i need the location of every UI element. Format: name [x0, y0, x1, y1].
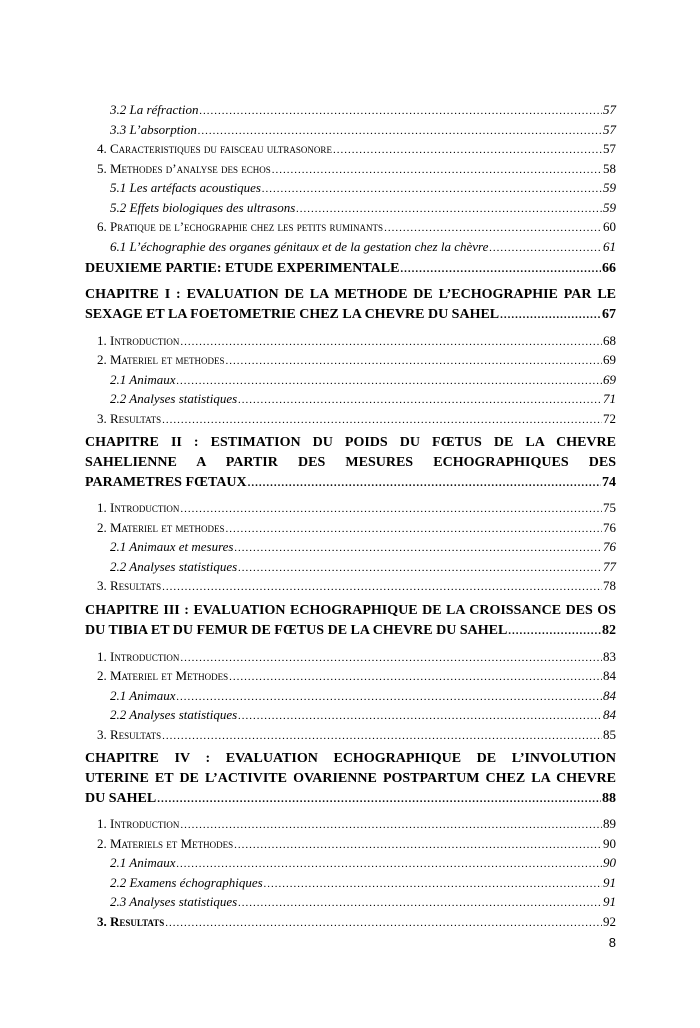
chapter-page: 88	[602, 790, 616, 806]
chapter-page: 74	[602, 474, 616, 490]
dot-leader	[238, 559, 602, 579]
dot-leader	[238, 707, 602, 727]
toc-entry-page: 83	[603, 648, 616, 664]
toc-entry	[85, 498, 616, 518]
toc-entry	[85, 873, 616, 893]
toc-entry-label: 6.1 L’échographie des organes génitaux et de la gestation chez la chèvre	[110, 238, 489, 254]
toc-entry-page: 69	[603, 352, 616, 368]
dot-leader	[272, 161, 602, 181]
chapter-title-line: UTERINE ET DE L’ACTIVITE OVARIENNE POSTPARTUM CHEZ LA CHEVRE	[85, 770, 616, 786]
toc-entry	[85, 120, 616, 140]
dot-leader	[238, 391, 602, 411]
toc-entry-label: 2. Materiels et Methodes	[97, 835, 234, 851]
toc-entry-page: 71	[603, 391, 616, 407]
toc-entry-label: 5.2 Effets biologiques des ultrasons	[110, 199, 296, 215]
table-of-contents	[85, 100, 616, 931]
toc-entry	[85, 686, 616, 706]
chapter-title-line: CHAPITRE I : EVALUATION DE LA METHODE DE L’ECHOGRAPHIE PAR LE	[85, 287, 616, 302]
toc-entry	[85, 912, 616, 932]
chapter-page: 82	[602, 622, 616, 638]
toc-entry	[85, 331, 616, 351]
toc-entry-page: 59	[603, 199, 616, 215]
dot-leader	[162, 578, 602, 598]
toc-entry-label: 5.1 Les artéfacts acoustiques	[110, 180, 261, 195]
toc-entry-page: 58	[603, 160, 616, 176]
toc-entry-label: 2.2 Analyses statistiques	[110, 391, 238, 407]
dot-leader	[262, 180, 602, 200]
toc-entry-label: 2.2 Examens échographiques	[110, 874, 263, 890]
toc-entry-page: 59	[603, 180, 616, 195]
toc-entry-page: 75	[603, 500, 616, 516]
toc-entry-page: 61	[603, 238, 616, 254]
toc-entry-page: 84	[603, 707, 616, 723]
toc-entry-label: 1. Introduction	[97, 816, 180, 832]
toc-entry-page: 84	[603, 668, 616, 684]
toc-entry	[85, 198, 616, 218]
dot-leader	[226, 520, 602, 540]
dot-leader	[180, 649, 602, 669]
part-title: DEUXIEME PARTIE: ETUDE EXPERIMENTALE	[85, 261, 400, 276]
chapter-title-line: CHAPITRE IV : EVALUATION ECHOGRAPHIQUE DE L’INVOLUTION	[85, 751, 616, 767]
toc-entry-page: 84	[603, 687, 616, 703]
toc-entry-page: 89	[603, 816, 616, 832]
dot-leader	[226, 352, 602, 372]
toc-entry	[85, 159, 616, 179]
toc-entry	[85, 537, 616, 557]
dot-leader	[199, 102, 602, 122]
chapter-page: 67	[602, 306, 616, 322]
toc-entry	[85, 139, 616, 159]
dot-leader	[165, 914, 602, 934]
dot-leader	[229, 668, 602, 688]
toc-entry-label: 2.3 Analyses statistiques	[110, 894, 238, 910]
toc-entry-page: 77	[603, 558, 616, 574]
toc-entry-label: 3. Resultats	[97, 578, 162, 594]
chapter-title-line: CHAPITRE III : EVALUATION ECHOGRAPHIQUE DE LA CROISSANCE DES OS	[85, 602, 616, 618]
dot-leader	[400, 259, 601, 279]
toc-entry-page: 60	[603, 219, 616, 234]
toc-entry-label: 2. Materiel et Methodes	[97, 668, 229, 684]
dot-leader	[333, 141, 602, 161]
part-page: 66	[602, 261, 616, 276]
toc-entry	[85, 666, 616, 686]
toc-entry	[85, 350, 616, 370]
toc-entry-page: 57	[603, 141, 616, 156]
toc-entry-page: 57	[603, 102, 616, 117]
toc-entry	[85, 217, 616, 237]
dot-leader	[234, 836, 602, 856]
chapter-heading	[85, 749, 616, 809]
dot-leader	[238, 894, 602, 914]
dot-leader	[157, 790, 601, 810]
toc-entry-page: 91	[603, 874, 616, 890]
toc-entry	[85, 518, 616, 538]
toc-entry-label: 2. Materiel et methodes	[97, 352, 225, 368]
dot-leader	[248, 474, 601, 494]
toc-entry-page: 68	[603, 332, 616, 348]
chapter-title-last: PARAMETRES FŒTAUX	[85, 474, 247, 490]
toc-entry	[85, 725, 616, 745]
toc-entry	[85, 389, 616, 409]
toc-entry-page: 91	[603, 894, 616, 910]
dot-leader	[180, 500, 602, 520]
toc-entry-page: 90	[603, 835, 616, 851]
toc-entry-page: 72	[603, 410, 616, 426]
toc-entry	[85, 409, 616, 429]
toc-entry-label: 3.3 L’absorption	[110, 121, 197, 137]
dot-leader	[162, 727, 602, 747]
toc-entry	[85, 834, 616, 854]
toc-entry	[85, 853, 616, 873]
toc-entry	[85, 892, 616, 912]
toc-entry-page: 76	[603, 539, 616, 555]
toc-entry	[85, 557, 616, 577]
toc-entry-label: 3. Resultats	[97, 913, 165, 929]
chapter-title-last: SEXAGE ET LA FOETOMETRIE CHEZ LA CHEVRE DU SAHEL	[85, 306, 500, 322]
dot-leader	[162, 411, 602, 431]
toc-entry	[85, 814, 616, 834]
toc-entry	[85, 647, 616, 667]
dot-leader	[234, 539, 602, 559]
toc-entry	[85, 705, 616, 725]
chapter-heading	[85, 285, 616, 326]
dot-leader	[180, 333, 602, 353]
toc-entry-label: 3. Resultats	[97, 410, 162, 426]
toc-entry-label: 2.2 Analyses statistiques	[110, 707, 238, 723]
toc-entry-label: 5. Methodes d’analyse des echos	[97, 160, 271, 176]
dot-leader	[500, 306, 601, 326]
toc-entry-page: 78	[603, 578, 616, 594]
toc-entry-label: 1. Introduction	[97, 500, 180, 516]
toc-entry-label: 3. Resultats	[97, 726, 162, 742]
chapter-title-line: CHAPITRE II : ESTIMATION DU POIDS DU FŒTUS DE LA CHEVRE	[85, 435, 616, 451]
dot-leader	[176, 688, 602, 708]
chapter-heading	[85, 601, 616, 642]
page-number: 8	[608, 935, 616, 950]
toc-entry-label: 2.1 Animaux	[110, 855, 176, 871]
toc-entry-label: 2.1 Animaux	[110, 687, 176, 703]
toc-entry	[85, 178, 616, 198]
toc-entry	[85, 237, 616, 257]
chapter-title-line: SAHELIENNE A PARTIR DES MESURES ECHOGRAPHIQUES DES	[85, 454, 616, 470]
toc-entry-label: 3.2 La réfraction	[110, 102, 199, 117]
chapter-title-last: DU SAHEL	[85, 790, 157, 806]
toc-part-heading	[85, 259, 616, 279]
dot-leader	[489, 239, 602, 259]
chapter-title-last: DU TIBIA ET DU FEMUR DE FŒTUS DE LA CHEVRE DU SAHEL	[85, 622, 508, 638]
dot-leader	[176, 372, 602, 392]
toc-entry-page: 69	[603, 371, 616, 387]
toc-entry-label: 2. Materiel et methodes	[97, 519, 225, 535]
toc-entry-page: 92	[603, 913, 616, 929]
toc-entry-label: 1. Introduction	[97, 332, 180, 348]
toc-entry-page: 57	[603, 121, 616, 137]
toc-entry	[85, 100, 616, 120]
toc-entry-label: 2.1 Animaux et mesures	[110, 539, 234, 555]
toc-entry-label: 2.2 Analyses statistiques	[110, 558, 238, 574]
toc-entry	[85, 576, 616, 596]
toc-entry-page: 76	[603, 519, 616, 535]
toc-entry-page: 90	[603, 855, 616, 871]
chapter-heading	[85, 433, 616, 493]
toc-entry-label: 4. Caracteristiques du faisceau ultrasonore	[97, 141, 332, 156]
toc-entry	[85, 370, 616, 390]
dot-leader	[508, 622, 601, 642]
dot-leader	[264, 875, 602, 895]
dot-leader	[180, 816, 602, 836]
toc-entry-label: 2.1 Animaux	[110, 371, 176, 387]
toc-entry-label: 1. Introduction	[97, 648, 180, 664]
toc-entry-page: 85	[603, 726, 616, 742]
toc-entry-label: 6. Pratique de l’echographie chez les petits ruminants	[97, 219, 384, 234]
